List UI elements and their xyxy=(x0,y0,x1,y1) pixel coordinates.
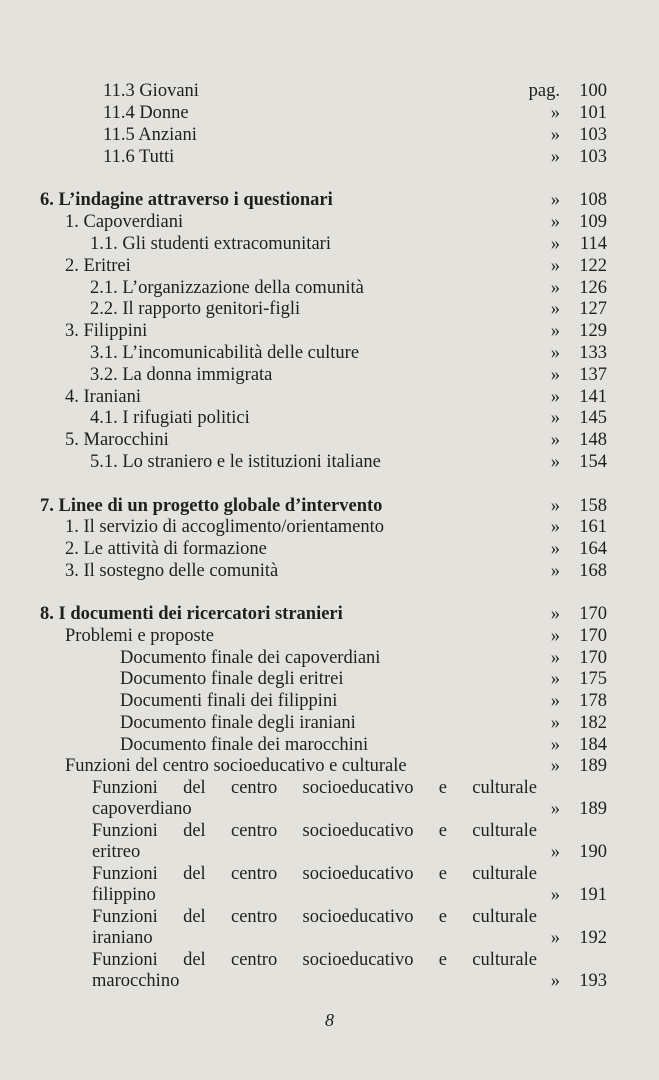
toc-entry-label: 2.1. L’organizzazione della comunità xyxy=(90,278,364,298)
toc-page-number: 145 xyxy=(579,408,607,428)
toc-entry-label: 1. Il servizio di accoglimento/orientamento xyxy=(65,517,385,537)
page-number: 8 xyxy=(325,1010,334,1030)
toc-page-number: 191 xyxy=(579,885,607,905)
toc-entry-label: Funzioni del centro socioeducativo e culturale xyxy=(92,864,537,884)
toc-page-marker: » xyxy=(550,256,560,276)
toc-entry xyxy=(0,538,659,560)
toc-entry xyxy=(0,970,659,992)
toc-page-number: 170 xyxy=(579,626,607,646)
toc-entry-label: 5. Marocchini xyxy=(65,430,169,450)
toc-page-number: 114 xyxy=(579,234,607,254)
toc-page-number: 193 xyxy=(579,971,607,991)
toc-entry xyxy=(0,407,659,429)
toc-page-number: 109 xyxy=(579,212,607,232)
toc-page-marker: » xyxy=(550,234,560,254)
toc-page-number: 182 xyxy=(579,713,607,733)
toc-entry xyxy=(0,798,659,820)
toc-entry-label: marocchino xyxy=(92,971,180,991)
toc-page-number: 158 xyxy=(579,496,607,516)
toc-page-marker: » xyxy=(550,648,560,668)
toc-page-marker: » xyxy=(550,408,560,428)
toc-page-number: 192 xyxy=(579,928,607,948)
toc-page-marker: » xyxy=(550,278,560,298)
toc-page-marker: » xyxy=(550,212,560,232)
toc-entry-label: Documento finale dei capoverdiani xyxy=(120,648,381,668)
toc-page-number: 184 xyxy=(579,735,607,755)
toc-entry xyxy=(0,102,659,124)
toc-page-number: 170 xyxy=(579,604,607,624)
toc-page-marker: » xyxy=(550,604,560,624)
toc-entry xyxy=(0,146,659,168)
toc-page-marker: » xyxy=(550,430,560,450)
toc-entry-label: Funzioni del centro socioeducativo e culturale xyxy=(92,778,537,798)
toc-page-marker: » xyxy=(550,691,560,711)
toc-entry-label: 3. Il sostegno delle comunità xyxy=(65,561,279,581)
toc-page-marker: » xyxy=(550,517,560,537)
toc-entry-label: 3.1. L’incomunicabilità delle culture xyxy=(90,343,360,363)
toc-entry-label: 7. Linee di un progetto globale d’intervento xyxy=(40,496,383,516)
toc-page-marker: » xyxy=(550,756,560,776)
toc-page-number: 161 xyxy=(579,517,607,537)
toc-page-marker: » xyxy=(550,343,560,363)
toc-entry xyxy=(0,124,659,146)
toc-entry xyxy=(0,211,659,233)
toc-entry xyxy=(0,734,659,756)
toc-entry-label: 1. Capoverdiani xyxy=(65,212,184,232)
toc-chapter-entry xyxy=(0,603,659,625)
toc-entry xyxy=(0,364,659,386)
toc-entry-label: filippino xyxy=(92,885,156,905)
toc-page-marker: » xyxy=(550,799,560,819)
toc-entry-label: Documento finale dei marocchini xyxy=(120,735,369,755)
toc-entry xyxy=(0,755,659,777)
toc-entry-label: 8. I documenti dei ricercatori stranieri xyxy=(40,604,343,624)
toc-page-number: 129 xyxy=(579,321,607,341)
toc-entry-label: 11.3 Giovani xyxy=(103,81,199,101)
toc-page-marker: » xyxy=(550,713,560,733)
toc-entry xyxy=(0,298,659,320)
toc-page-number: 133 xyxy=(579,343,607,363)
toc-page-number: 154 xyxy=(579,452,607,472)
toc-entry xyxy=(0,690,659,712)
toc-entry xyxy=(0,668,659,690)
toc-entry-label: Funzioni del centro socioeducativo e culturale xyxy=(92,907,537,927)
toc-page-marker: » xyxy=(550,299,560,319)
toc-entry xyxy=(0,949,659,971)
toc-entry-label: 11.4 Donne xyxy=(103,103,189,123)
toc-entry-label: Funzioni del centro socioeducativo e culturale xyxy=(92,950,537,970)
toc-page-number: 108 xyxy=(579,190,607,210)
toc-page-marker: » xyxy=(550,971,560,991)
toc-chapter-entry xyxy=(0,495,659,517)
toc-entry-label: Documento finale degli eritrei xyxy=(120,669,344,689)
toc-entry xyxy=(0,277,659,299)
toc-chapter-entry xyxy=(0,189,659,211)
toc-entry-label: Documento finale degli iraniani xyxy=(120,713,356,733)
toc-entry xyxy=(0,647,659,669)
toc-entry-label: 11.6 Tutti xyxy=(103,147,175,167)
toc-entry-label: 3.2. La donna immigrata xyxy=(90,365,273,385)
toc-entry xyxy=(0,820,659,842)
toc-page-number: 127 xyxy=(579,299,607,319)
toc-page-marker: » xyxy=(550,885,560,905)
toc-entry xyxy=(0,386,659,408)
toc-entry-label: iraniano xyxy=(92,928,153,948)
toc-entry-label: 4.1. I rifugiati politici xyxy=(90,408,250,428)
toc-page-number: 103 xyxy=(579,125,607,145)
toc-page-marker: » xyxy=(550,365,560,385)
toc-entry-label: 1.1. Gli studenti extracomunitari xyxy=(90,234,331,254)
toc-entry-label: 2. Le attività di formazione xyxy=(65,539,267,559)
toc-page-number: 178 xyxy=(579,691,607,711)
toc-entry-label: 3. Filippini xyxy=(65,321,148,341)
toc-page-number: 103 xyxy=(579,147,607,167)
toc-entry-label: Funzioni del centro socioeducativo e culturale xyxy=(92,821,537,841)
toc-entry-label: 2. Eritrei xyxy=(65,256,131,276)
toc-page-marker: » xyxy=(550,928,560,948)
toc-entry xyxy=(0,342,659,364)
toc-page-marker: » xyxy=(550,452,560,472)
toc-page-number: 141 xyxy=(579,387,607,407)
toc-entry xyxy=(0,233,659,255)
toc-entry-label: 6. L’indagine attraverso i questionari xyxy=(40,190,333,210)
toc-entry xyxy=(0,255,659,277)
toc-page-marker: » xyxy=(550,842,560,862)
toc-entry xyxy=(0,516,659,538)
toc-page-number: 189 xyxy=(579,756,607,776)
toc-entry-label: 5.1. Lo straniero e le istituzioni italiane xyxy=(90,452,381,472)
toc-entry-label: 11.5 Anziani xyxy=(103,125,197,145)
toc-entry xyxy=(0,320,659,342)
toc-entry xyxy=(0,451,659,473)
toc-entry-label: eritreo xyxy=(92,842,141,862)
toc-page-marker: » xyxy=(550,539,560,559)
toc-page-number: 164 xyxy=(579,539,607,559)
toc-entry xyxy=(0,906,659,928)
toc-entry xyxy=(0,429,659,451)
toc-entry-label: Funzioni del centro socioeducativo e culturale xyxy=(65,756,407,776)
toc-entry xyxy=(0,884,659,906)
toc-entry xyxy=(0,625,659,647)
toc-entry xyxy=(0,712,659,734)
toc-page-number: 175 xyxy=(579,669,607,689)
toc-page-marker: » xyxy=(550,387,560,407)
toc-page-marker: » xyxy=(550,735,560,755)
toc-page-number: 190 xyxy=(579,842,607,862)
toc-entry xyxy=(0,841,659,863)
toc-entry xyxy=(0,863,659,885)
toc-entry-label: Problemi e proposte xyxy=(65,626,215,646)
toc-page-marker: » xyxy=(550,190,560,210)
toc-page-number: 168 xyxy=(579,561,607,581)
toc-page-number: 100 xyxy=(579,81,607,101)
toc-page-number: 122 xyxy=(579,256,607,276)
toc-entry xyxy=(0,80,659,102)
toc-page-number: 189 xyxy=(579,799,607,819)
toc-page-marker: » xyxy=(550,561,560,581)
toc-entry-label: 2.2. Il rapporto genitori-figli xyxy=(90,299,301,319)
toc-page-number: 170 xyxy=(579,648,607,668)
toc-page-marker: » xyxy=(550,496,560,516)
toc-entry xyxy=(0,560,659,582)
toc-page-marker: » xyxy=(550,125,560,145)
toc-page-number: 101 xyxy=(579,103,607,123)
toc-page-marker: pag. xyxy=(528,81,560,101)
toc-page-marker: » xyxy=(550,626,560,646)
toc-page-number: 148 xyxy=(579,430,607,450)
toc-page-number: 137 xyxy=(579,365,607,385)
toc-entry xyxy=(0,927,659,949)
toc-page-marker: » xyxy=(550,147,560,167)
toc-page-marker: » xyxy=(550,103,560,123)
toc-entry-label: Documenti finali dei filippini xyxy=(120,691,338,711)
toc-entry xyxy=(0,777,659,799)
toc-entry-label: capoverdiano xyxy=(92,799,192,819)
toc-page-marker: » xyxy=(550,321,560,341)
toc-page-marker: » xyxy=(550,669,560,689)
toc-page-number: 126 xyxy=(579,278,607,298)
toc-entry-label: 4. Iraniani xyxy=(65,387,142,407)
